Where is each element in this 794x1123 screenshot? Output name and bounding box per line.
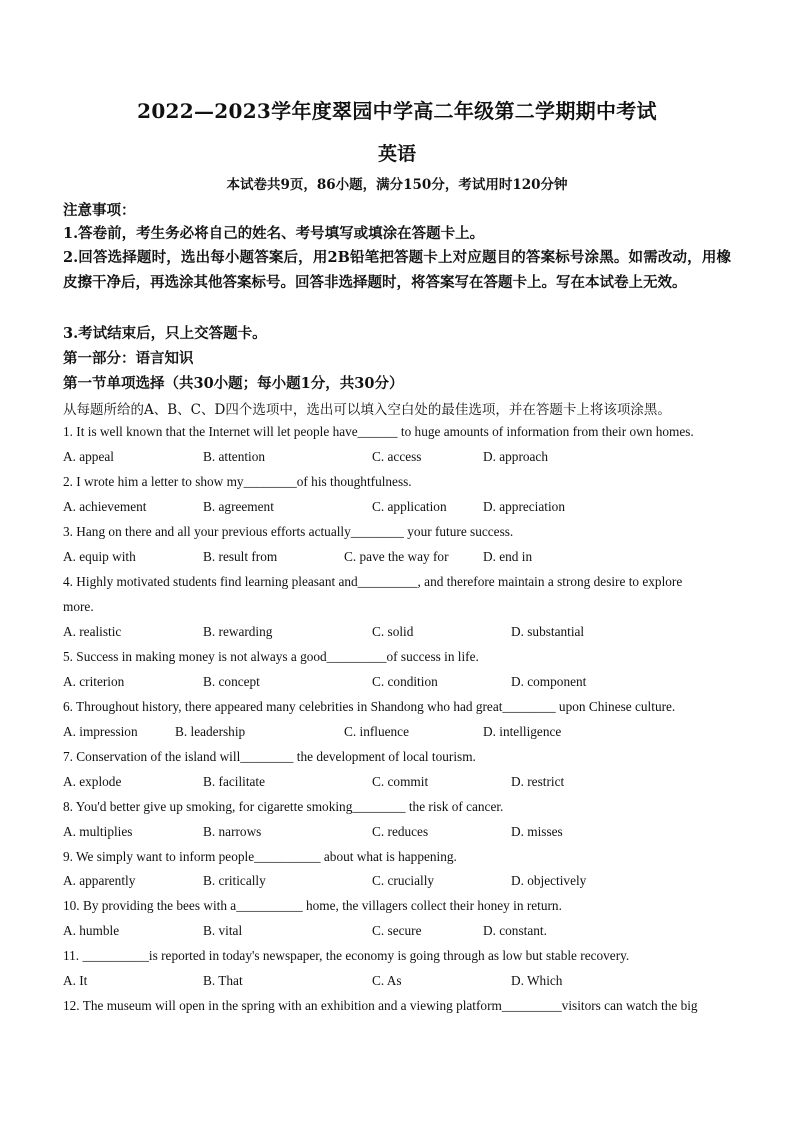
question-stem: 9. We simply want to inform people__________ about what is happening. <box>63 849 457 864</box>
option-b: B. concept <box>203 674 260 689</box>
section-instruction: 从每题所给的A、B、C、D四个选项中，选出可以填入空白处的最佳选项，并在答题卡上将该项涂黑。 <box>63 402 671 418</box>
option-c: C. reduces <box>372 824 429 839</box>
option-c: C. secure <box>372 923 422 938</box>
option-d: D. objectively <box>511 873 587 888</box>
option-a: A. It <box>63 973 88 988</box>
exam-subject: 英语 <box>377 143 416 165</box>
option-a: A. achievement <box>63 499 147 514</box>
option-c: C. solid <box>372 624 414 639</box>
option-c: C. influence <box>344 724 409 739</box>
section-title: 第一节单项选择（共30小题；每小题1分，共30分） <box>63 375 404 392</box>
option-a: A. explode <box>63 774 122 789</box>
option-c: C. pave the way for <box>344 549 449 564</box>
option-d: D. Which <box>511 973 563 988</box>
question-options <box>63 873 743 891</box>
note-item-2: 2.回答选择题时，选出每小题答案后，用2B铅笔把答题卡上对应题目的答案标号涂黑。如需改动，用橡皮擦干净后，再选涂其他答案标号。回答非选择题时，将答案写在答题卡上。写在本试卷上无效。 <box>63 249 731 291</box>
option-d: D. approach <box>483 449 548 464</box>
question-stem: 1. It is well known that the Internet will let people have______ to huge amounts of information from their own homes. <box>63 424 694 439</box>
option-b: B. agreement <box>203 499 274 514</box>
question-stem: 6. Throughout history, there appeared many celebrities in Shandong who had great________ upon Chinese culture. <box>63 699 676 714</box>
option-c: C. As <box>372 973 402 988</box>
question-stem: 8. You'd better give up smoking, for cigarette smoking________ the risk of cancer. <box>63 799 504 814</box>
question-options <box>63 449 743 467</box>
question-options <box>63 549 743 567</box>
notes-heading: 注意事项： <box>63 202 136 219</box>
question-options <box>63 674 743 692</box>
question-options <box>63 624 743 642</box>
question-options <box>63 973 743 991</box>
option-c: C. application <box>372 499 447 514</box>
option-d: D. appreciation <box>483 499 565 514</box>
question-stem: 2. I wrote him a letter to show my________of his thoughtfulness. <box>63 474 412 489</box>
option-b: B. attention <box>203 449 266 464</box>
option-a: A. impression <box>63 724 138 739</box>
option-a: A. humble <box>63 923 120 938</box>
exam-title: 2022—2023学年度翠园中学高二年级第二学期期中考试 <box>137 99 657 123</box>
option-c: C. commit <box>372 774 429 789</box>
option-d: D. substantial <box>511 624 585 639</box>
option-a: A. appeal <box>63 449 114 464</box>
option-b: B. That <box>203 973 243 988</box>
question-stem: 7. Conservation of the island will________ the development of local tourism. <box>63 749 476 764</box>
option-b: B. leadership <box>175 724 246 739</box>
question-options <box>63 923 743 941</box>
option-d: D. restrict <box>511 774 565 789</box>
question-options <box>63 499 743 517</box>
note-item-3: 3.考试结束后，只上交答题卡。 <box>63 325 267 342</box>
question-options <box>63 774 743 792</box>
question-stem: 11. __________is reported in today's newspaper, the economy is going through as low but stable recovery. <box>63 948 630 963</box>
option-b: B. narrows <box>203 824 262 839</box>
part-title: 第一部分：语言知识 <box>63 350 194 367</box>
note-item-1: 1.答卷前，考生务必将自己的姓名、考号填写或填涂在答题卡上。 <box>63 225 485 242</box>
question-stem: 4. Highly motivated students find learning pleasant and_________, and therefore maintain a strong desire to explore <box>63 574 683 589</box>
option-d: D. component <box>511 674 587 689</box>
question-stem: 10. By providing the bees with a__________ home, the villagers collect their honey in return. <box>63 898 562 913</box>
option-a: A. criterion <box>63 674 125 689</box>
option-b: B. facilitate <box>203 774 266 789</box>
option-c: C. access <box>372 449 422 464</box>
option-d: D. constant. <box>483 923 547 938</box>
option-d: D. intelligence <box>483 724 562 739</box>
question-stem: 3. Hang on there and all your previous efforts actually________ your future success. <box>63 524 514 539</box>
question-stem: 5. Success in making money is not always a good_________of success in life. <box>63 649 479 664</box>
question-options <box>63 724 743 742</box>
option-a: A. equip with <box>63 549 136 564</box>
option-b: B. vital <box>203 923 243 938</box>
option-a: A. apparently <box>63 873 136 888</box>
option-b: B. result from <box>203 549 278 564</box>
option-c: C. crucially <box>372 873 435 888</box>
question-stem-continuation: more. <box>63 599 94 614</box>
option-b: B. critically <box>203 873 266 888</box>
option-a: A. realistic <box>63 624 122 639</box>
exam-info: 本试卷共9页，86小题，满分150分，考试用时120分钟 <box>226 177 568 193</box>
question-options <box>63 824 743 842</box>
option-a: A. multiplies <box>63 824 133 839</box>
option-d: D. misses <box>511 824 563 839</box>
option-d: D. end in <box>483 549 533 564</box>
option-c: C. condition <box>372 674 438 689</box>
option-b: B. rewarding <box>203 624 273 639</box>
question-stem: 12. The museum will open in the spring with an exhibition and a viewing platform_________visitors can watch the big <box>63 998 698 1013</box>
